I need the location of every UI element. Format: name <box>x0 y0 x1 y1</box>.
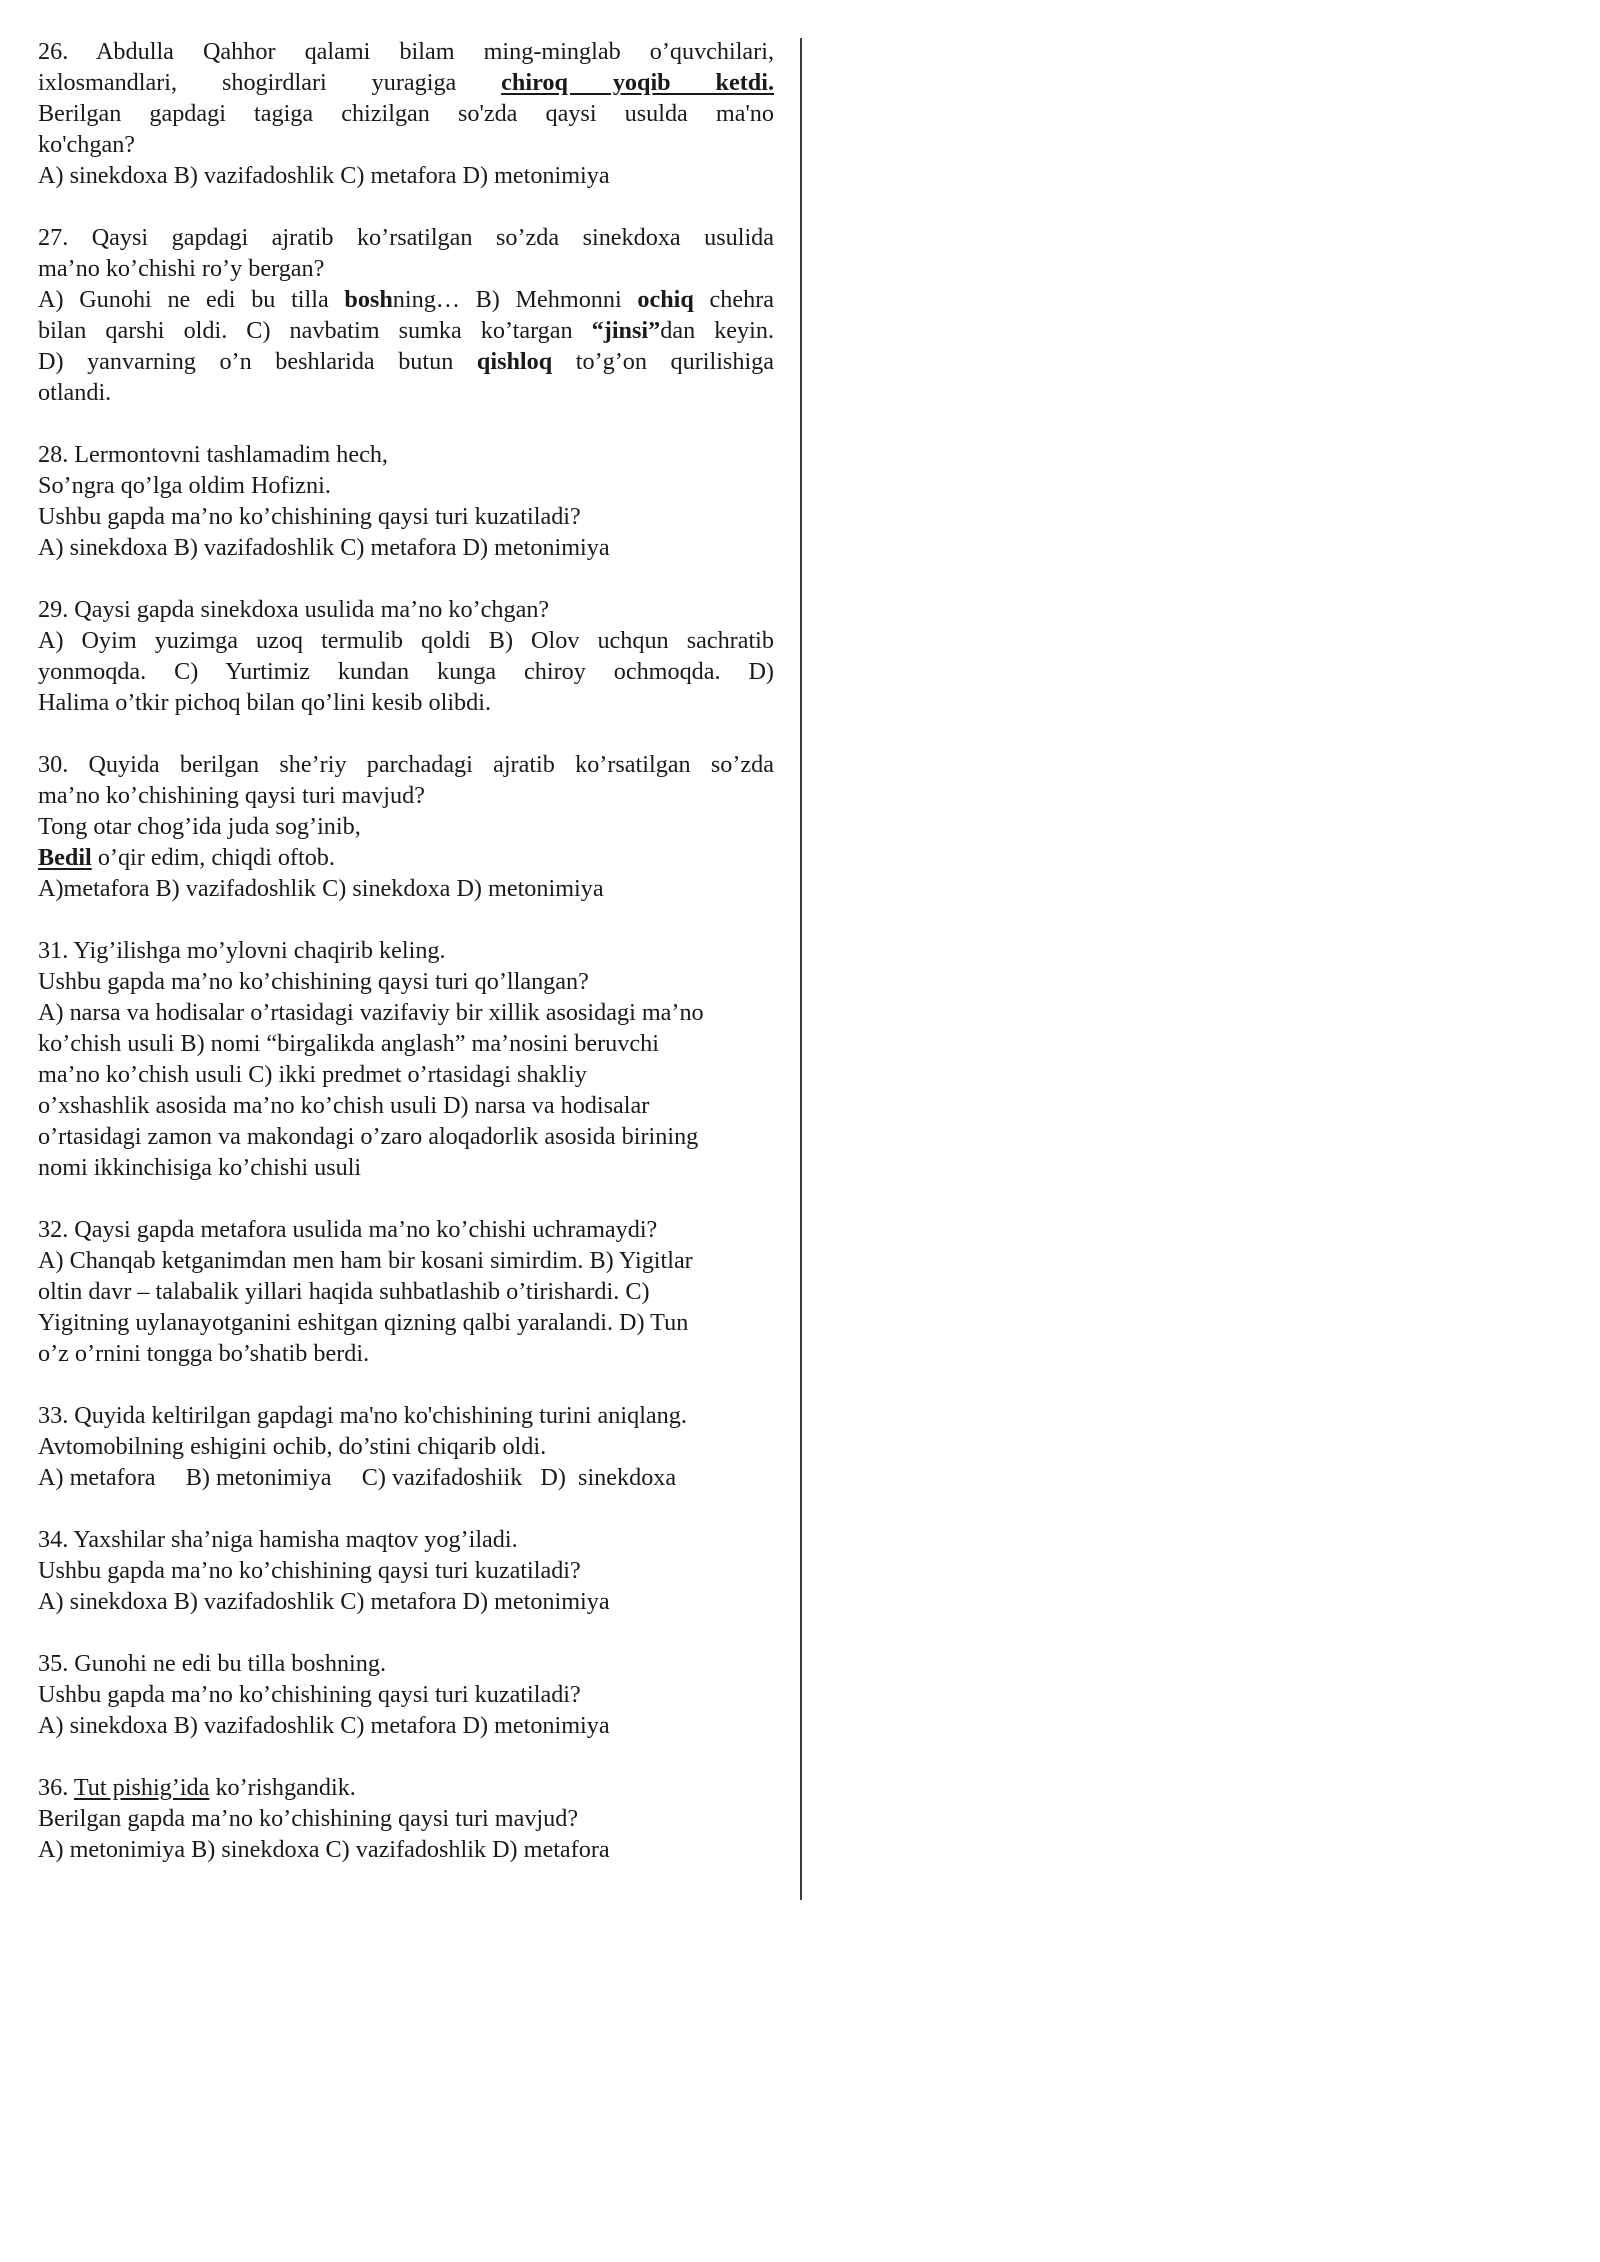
text-run: ma’no ko’chishi ro’y bergan? <box>38 255 325 282</box>
text-run: 35. Gunohi ne edi bu tilla boshning. <box>38 1650 387 1677</box>
answer-options <box>38 1834 774 1865</box>
poem-line <box>38 811 774 842</box>
question-line <box>38 780 774 811</box>
question-28 <box>38 439 774 563</box>
answer-options <box>38 315 774 346</box>
question-line <box>38 36 774 67</box>
question-line <box>38 1555 774 1586</box>
highlighted-word: ochiq <box>637 286 694 313</box>
answer-options <box>38 1245 774 1276</box>
answer-options <box>38 1028 774 1059</box>
question-line <box>38 222 774 253</box>
question-30 <box>38 749 774 904</box>
question-33 <box>38 1400 774 1493</box>
answer-options <box>38 1586 774 1617</box>
highlighted-word: Bedil <box>38 844 92 871</box>
question-line <box>38 1431 774 1462</box>
text-run: A)metafora B) vazifadoshlik C) sinekdoxa D) metonimiya <box>38 875 604 902</box>
answer-options <box>38 346 774 377</box>
highlighted-word: “jinsi” <box>591 317 661 344</box>
answer-options <box>38 377 774 408</box>
text-run: 28. Lermontovni tashlamadim hech, <box>38 441 388 468</box>
text-run: to’g’on qurilishiga <box>552 348 774 375</box>
answer-options <box>38 1059 774 1090</box>
text-run: ko’rishgandik. <box>209 1774 356 1801</box>
answer-options <box>38 1276 774 1307</box>
question-line <box>38 98 774 129</box>
question-line <box>38 594 774 625</box>
text-run: 36. <box>38 1774 74 1801</box>
question-line <box>38 439 774 470</box>
question-line <box>38 501 774 532</box>
text-run: A) Oyim yuzimga uzoq termulib qoldi B) Olov uchqun sachratib <box>38 627 774 654</box>
question-line <box>38 253 774 284</box>
text-run: chehra <box>693 286 774 313</box>
question-26 <box>38 36 774 191</box>
text-run: 31. Yig’ilishga mo’ylovni chaqirib keling. <box>38 937 446 964</box>
question-31 <box>38 935 774 1183</box>
text-run: yonmoqda. C) Yurtimiz kundan kunga chiroy ochmoqda. D) <box>38 658 774 685</box>
text-run: 34. Yaxshilar sha’niga hamisha maqtov yog’iladi. <box>38 1526 518 1553</box>
text-run: ko’chish usuli B) nomi “birgalikda anglash” ma’nosini beruvchi <box>38 1030 659 1057</box>
text-run: Yigitning uylanayotganini eshitgan qizning qalbi yaralandi. D) Tun <box>38 1309 689 1336</box>
text-run: Avtomobilning eshigini ochib, do’stini chiqarib oldi. <box>38 1433 547 1460</box>
question-line <box>38 470 774 501</box>
text-run: Halima o’tkir pichoq bilan qo’lini kesib olibdi. <box>38 689 492 716</box>
question-line <box>38 67 774 98</box>
text-run: A) Chanqab ketganimdan men ham bir kosani simirdim. B) Yigitlar <box>38 1247 693 1274</box>
question-36 <box>38 1772 774 1865</box>
answer-options <box>38 1121 774 1152</box>
answer-options <box>38 873 774 904</box>
text-run: 30. Quyida berilgan she’riy parchadagi ajratib ko’rsatilgan so’zda <box>38 751 774 778</box>
text-run: A) Gunohi ne edi bu tilla <box>38 286 345 313</box>
answer-options <box>38 1462 774 1493</box>
text-run: A) narsa va hodisalar o’rtasidagi vazifaviy bir xillik asosidagi ma’no <box>38 999 704 1026</box>
highlighted-word: bosh <box>344 286 393 313</box>
text-run: nomi ikkinchisiga ko’chishi usuli <box>38 1154 362 1181</box>
text-run: o’qir edim, chiqdi oftob. <box>91 844 335 871</box>
question-29 <box>38 594 774 718</box>
question-32 <box>38 1214 774 1369</box>
text-run: ma’no ko’chish usuli C) ikki predmet o’rtasidagi shakliy <box>38 1061 587 1088</box>
text-run: o’xshashlik asosida ma’no ko’chish usuli D) narsa va hodisalar <box>38 1092 650 1119</box>
question-line <box>38 749 774 780</box>
text-run: 26. Abdulla Qahhor qalami bilam ming-minglab o’quvchilari, <box>38 38 774 65</box>
answer-options <box>38 1338 774 1369</box>
text-run: ixlosmandlari, shogirdlari yuragiga <box>38 69 502 96</box>
text-run: 27. Qaysi gapdagi ajratib ko’rsatilgan so’zda sinekdoxa usulida <box>38 224 774 251</box>
text-run: A) metafora B) metonimiya C) vazifadoshiik D) sinekdoxa <box>38 1464 677 1491</box>
answer-options <box>38 687 774 718</box>
text-run: Ushbu gapda ma’no ko’chishining qaysi turi kuzatiladi? <box>38 1557 581 1584</box>
text-run: otlandi. <box>38 379 112 406</box>
text-run: ma’no ko’chishining qaysi turi mavjud? <box>38 782 425 809</box>
poem-line <box>38 842 774 873</box>
highlighted-phrase: Tut pishig’ida <box>73 1774 210 1801</box>
answer-options <box>38 625 774 656</box>
text-run: Berilgan gapdagi tagiga chizilgan so'zda qaysi usulda ma'no <box>38 100 774 127</box>
question-line <box>38 935 774 966</box>
question-line <box>38 1679 774 1710</box>
text-run: A) sinekdoxa B) vazifadoshlik C) metafora D) metonimiya <box>38 534 610 561</box>
text-run: Tong otar chog’ida juda sog’inib, <box>38 813 361 840</box>
answer-options <box>38 160 774 191</box>
answer-options <box>38 284 774 315</box>
answer-options <box>38 1307 774 1338</box>
question-line <box>38 966 774 997</box>
text-run: o’z o’rnini tongga bo’shatib berdi. <box>38 1340 370 1367</box>
text-run: D) yanvarning o’n beshlarida butun <box>38 348 477 375</box>
text-run: 29. Qaysi gapda sinekdoxa usulida ma’no ko’chgan? <box>38 596 550 623</box>
question-column <box>38 36 774 1896</box>
text-run: ning… B) Mehmonni <box>392 286 638 313</box>
answer-options <box>38 1152 774 1183</box>
question-line <box>38 1214 774 1245</box>
text-run: ko'chgan? <box>38 131 136 158</box>
highlighted-phrase: chiroq yoqib ketdi. <box>501 69 774 96</box>
answer-options <box>38 997 774 1028</box>
text-run: dan keyin. <box>660 317 774 344</box>
text-run: Ushbu gapda ma’no ko’chishining qaysi turi kuzatiladi? <box>38 1681 581 1708</box>
answer-options <box>38 1090 774 1121</box>
text-run: o’rtasidagi zamon va makondagi o’zaro aloqadorlik asosida birining <box>38 1123 699 1150</box>
question-line <box>38 1803 774 1834</box>
highlighted-word: qishloq <box>476 348 553 375</box>
text-run: A) sinekdoxa B) vazifadoshlik C) metafora D) metonimiya <box>38 1712 610 1739</box>
text-run: Ushbu gapda ma’no ko’chishining qaysi turi kuzatiladi? <box>38 503 581 530</box>
text-run: A) metonimiya B) sinekdoxa C) vazifadoshlik D) metafora <box>38 1836 610 1863</box>
question-line <box>38 1400 774 1431</box>
text-run: Berilgan gapda ma’no ko’chishining qaysi turi mavjud? <box>38 1805 579 1832</box>
text-run: A) sinekdoxa B) vazifadoshlik C) metafora D) metonimiya <box>38 162 610 189</box>
question-34 <box>38 1524 774 1617</box>
text-run: 32. Qaysi gapda metafora usulida ma’no ko’chishi uchramaydi? <box>38 1216 658 1243</box>
answer-options <box>38 1710 774 1741</box>
question-line <box>38 1648 774 1679</box>
column-divider <box>800 38 802 1900</box>
question-line <box>38 1524 774 1555</box>
text-run: bilan qarshi oldi. C) navbatim sumka ko’targan <box>38 317 592 344</box>
answer-options <box>38 532 774 563</box>
text-run: oltin davr – talabalik yillari haqida suhbatlashib o’tirishardi. C) <box>38 1278 650 1305</box>
text-run: A) sinekdoxa B) vazifadoshlik C) metafora D) metonimiya <box>38 1588 610 1615</box>
question-27 <box>38 222 774 408</box>
text-run: Ushbu gapda ma’no ko’chishining qaysi turi qo’llangan? <box>38 968 589 995</box>
question-line <box>38 129 774 160</box>
text-run: 33. Quyida keltirilgan gapdagi ma'no ko'chishining turini aniqlang. <box>38 1402 687 1429</box>
answer-options <box>38 656 774 687</box>
question-line <box>38 1772 774 1803</box>
text-run: So’ngra qo’lga oldim Hofizni. <box>38 472 331 499</box>
question-35 <box>38 1648 774 1741</box>
